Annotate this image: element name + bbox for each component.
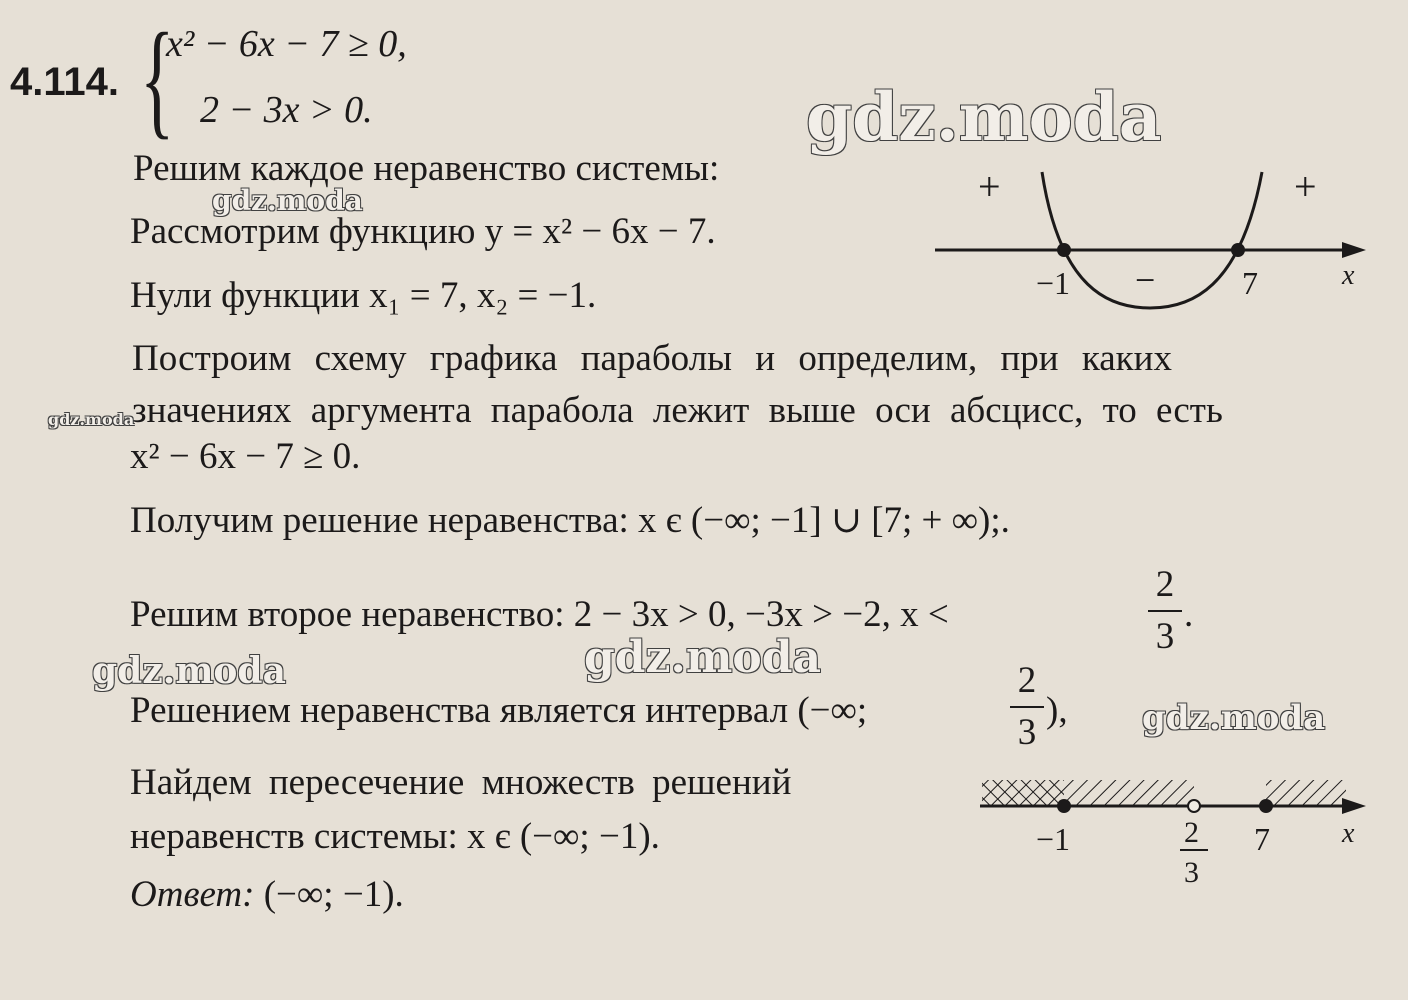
system-brace: { [140,7,175,151]
axis-label-x-2: x [1342,818,1355,849]
watermark-left: gdz.moda [92,650,286,692]
x-axis-2-arrow [1342,798,1366,814]
tick-label-neg1: −1 [1036,265,1071,301]
fraction-numerator: 2 [1155,564,1175,605]
fraction-numerator-2: 2 [1017,660,1037,701]
text-line-4: Построим схему графика параболы и определим, при каких [132,338,1172,379]
watermark-tiny: gdz.moda [48,410,135,429]
problem-number: 4.114. [10,60,120,104]
point-two-thirds [1188,800,1200,812]
text-line-8-end: . [1184,594,1194,635]
watermark-center: gdz.moda [584,632,822,683]
text-line-9-end: ), [1046,690,1068,731]
point-7 [1259,799,1273,813]
tick-label-7-2: 7 [1254,821,1270,857]
text-line-11: неравенств системы: x є (−∞; −1). [130,816,660,857]
tick-label-frac-den: 3 [1184,856,1199,889]
fraction-denominator-2: 3 [1017,712,1037,753]
text-line-2: Рассмотрим функцию y = x² − 6x − 7. [130,211,716,252]
text-line-1: Решим каждое неравенство системы: [133,148,720,189]
tick-label-frac-num: 2 [1184,816,1199,849]
hatch-region-3 [1266,780,1346,806]
system-inequality-2: 2 − 3x > 0. [200,89,373,131]
tick-label-7: 7 [1242,265,1258,301]
axis-label-x-1: x [1342,260,1355,291]
text-line-8: Решим второе неравенство: 2 − 3x > 0, −3x > −2, x < [130,594,949,635]
hatch-region-2 [982,780,1194,806]
text-line-7: Получим решение неравенства: x є (−∞; −1] ∪ [7; + ∞);. [130,500,1010,541]
fraction-denominator: 3 [1155,616,1175,657]
tick-label-neg1-2: −1 [1036,821,1071,857]
sign-plus-left: + [978,164,1001,209]
watermark-large: gdz.moda [806,78,1162,156]
text-line-6: x² − 6x − 7 ≥ 0. [130,436,361,477]
text-line-10: Найдем пересечение множеств решений [130,762,792,803]
watermark-right: gdz.moda [1142,698,1326,738]
answer-value: (−∞; −1). [263,874,404,915]
text-line-3: Нули функции x₁ = 7, x₂ = −1. [130,275,597,316]
text-line-5: значениях аргумента парабола лежит выше оси абсцисс, то есть [132,390,1223,431]
sign-minus: − [1135,260,1156,300]
point-neg1 [1057,799,1071,813]
watermark-small-1: gdz.moda [212,184,363,217]
system-inequality-1: x² − 6x − 7 ≥ 0, [166,23,407,65]
text-line-9: Решением неравенства является интервал (−∞; [130,690,868,731]
answer-label: Ответ: [130,874,255,915]
sign-plus-right: + [1294,164,1317,209]
